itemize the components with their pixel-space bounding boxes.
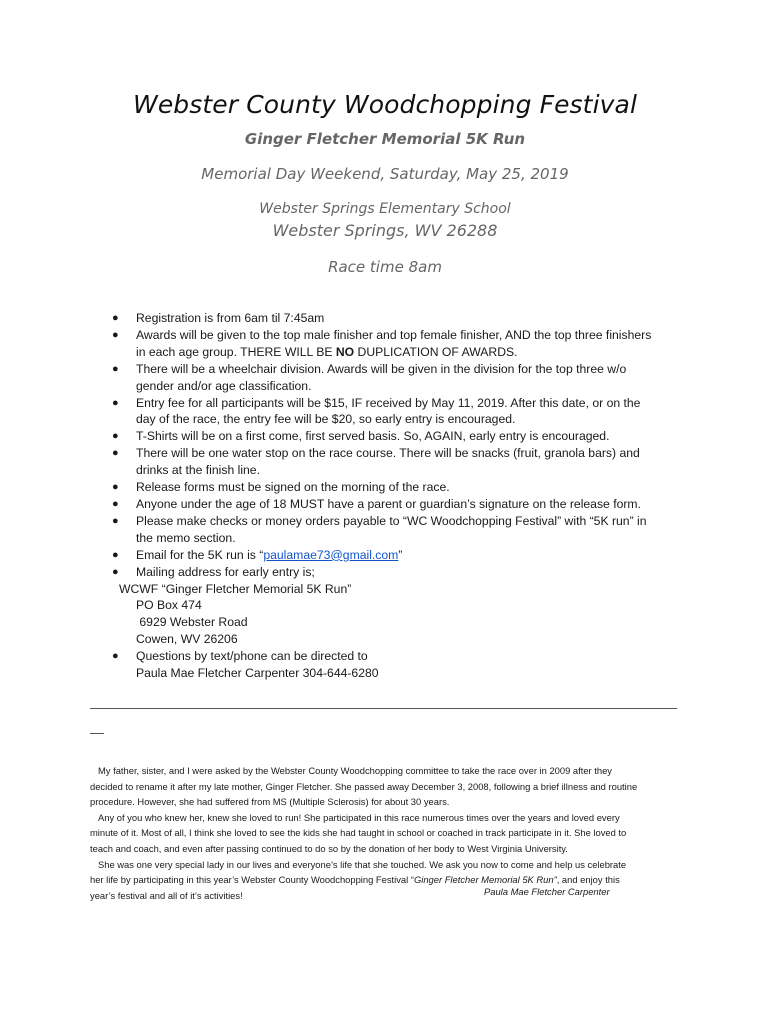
event-date: Memorial Day Weekend, Saturday, May 25, 2019	[201, 165, 569, 183]
list-text	[136, 344, 672, 361]
emphasis-text: NO	[335, 344, 355, 359]
list-item-awards	[112, 327, 672, 361]
letter-line: She was one very special lady in our lives and everyone’s life that she touched. We ask you now to come and help us celebrate	[98, 858, 627, 870]
horizontal-divider	[90, 708, 677, 709]
list-item-email	[112, 547, 672, 564]
list-item-water-stop	[112, 445, 672, 479]
address-line: PO Box 474	[136, 598, 202, 613]
list-item-minors	[112, 496, 672, 513]
list-item-registration	[112, 310, 672, 327]
list-text: Mailing address for early entry is;	[136, 564, 315, 579]
letter-line: Any of you who knew her, knew she loved to run! She participated in this race numerous times over the years and loved every	[98, 811, 620, 823]
list-text: Awards will be given to the top male finisher and top female finisher, AND the top three finishers	[136, 327, 652, 342]
event-city: Webster Springs, WV 26288	[272, 221, 498, 240]
page-title: Webster County Woodchopping Festival	[133, 90, 637, 119]
bullet-icon: ●	[112, 497, 119, 510]
horizontal-divider-tail	[90, 733, 104, 734]
bullet-icon: ●	[112, 565, 119, 578]
address-line: WCWF “Ginger Fletcher Memorial 5K Run”	[119, 581, 352, 596]
letter-line: minute of it. Most of all, I think she loved to see the kids she had taught in school or coached in track participate in it. She loved to	[90, 827, 627, 839]
list-item-mailing-address	[112, 564, 672, 649]
list-text-part: in each age group. THERE WILL BE	[136, 344, 336, 359]
list-text-part: DUPLICATION OF AWARDS.	[354, 344, 518, 359]
letter-signature: Paula Mae Fletcher Carpenter	[484, 886, 610, 897]
bullet-icon: ●	[112, 396, 119, 409]
list-text: drinks at the finish line.	[136, 463, 260, 478]
list-text: There will be a wheelchair division. Awards will be given in the division for the top three w/o	[136, 361, 627, 376]
letter-line: year’s festival and all of it’s activities!	[90, 889, 243, 901]
memorial-letter	[90, 763, 670, 903]
list-text-part: ”	[398, 547, 403, 562]
list-text: T-Shirts will be on a first come, first served basis. So, AGAIN, early entry is encouraged.	[136, 429, 610, 444]
address-line: Cowen, WV 26206	[136, 632, 238, 647]
bullet-icon: ●	[112, 548, 119, 561]
letter-line: My father, sister, and I were asked by the Webster County Woodchopping committee to take the race over in 2009 after they	[98, 765, 612, 776]
bullet-icon: ●	[112, 650, 119, 663]
list-text: Please make checks or money orders payable to “WC Woodchopping Festival” with “5K run” in	[136, 513, 647, 528]
list-item-tshirts	[112, 428, 672, 445]
bullet-icon: ●	[112, 362, 119, 375]
list-text: There will be one water stop on the race course. There will be snacks (fruit, granola bars) and	[136, 446, 640, 461]
list-text: the memo section.	[136, 530, 236, 545]
event-venue: Webster Springs Elementary School	[259, 201, 511, 217]
letter-text-part: , and enjoy this	[556, 874, 620, 886]
letter-line: teach and coach, and even after passing continued to do so by the donation of her body to West Virginia University.	[90, 842, 568, 854]
info-bullet-list	[112, 310, 672, 682]
letter-italic-text: Ginger Fletcher Memorial 5K Run”	[413, 874, 557, 886]
letter-text-part: her life by participating in this year’s Webster County Woodchopping Festival “	[90, 874, 414, 886]
bullet-icon: ●	[112, 430, 119, 443]
list-item-entry-fee	[112, 395, 672, 429]
list-text: Anyone under the age of 18 MUST have a parent or guardian’s signature on the release form.	[136, 496, 641, 511]
list-item-release	[112, 479, 672, 496]
bullet-icon: ●	[112, 312, 119, 324]
list-text: Release forms must be signed on the morning of the race.	[136, 480, 450, 495]
bullet-icon: ●	[112, 481, 119, 494]
list-item-wheelchair	[112, 361, 672, 395]
list-text	[136, 547, 672, 564]
email-link[interactable]: paulamae73@gmail.com	[263, 547, 399, 562]
list-item-questions	[112, 648, 672, 682]
list-text: Questions by text/phone can be directed to	[136, 649, 368, 664]
bullet-icon: ●	[112, 328, 119, 341]
list-text-part: Email for the 5K run is “	[136, 547, 264, 562]
event-subtitle: Ginger Fletcher Memorial 5K Run	[244, 130, 526, 148]
list-item-checks	[112, 513, 672, 547]
letter-line: decided to rename it after my late mother, Ginger Fletcher. She passed away December 3, 2008, following a brief illness and routine	[90, 780, 638, 792]
letter-line: procedure. However, she had suffered from MS (Multiple Sclerosis) for about 30 years.	[90, 796, 450, 808]
list-text: Entry fee for all participants will be $15, IF received by May 11, 2019. After this date, or on the	[136, 395, 641, 410]
list-text: Registration is from 6am til 7:45am	[136, 311, 325, 325]
bullet-icon: ●	[112, 514, 119, 527]
list-text: gender and/or age classification.	[136, 378, 312, 393]
race-time: Race time 8am	[328, 258, 442, 276]
list-text: day of the race, the entry fee will be $20, so early entry is encouraged.	[136, 412, 516, 427]
bullet-icon: ●	[112, 447, 119, 460]
address-line: 6929 Webster Road	[136, 615, 248, 630]
list-text: Paula Mae Fletcher Carpenter 304-644-6280	[136, 666, 379, 681]
